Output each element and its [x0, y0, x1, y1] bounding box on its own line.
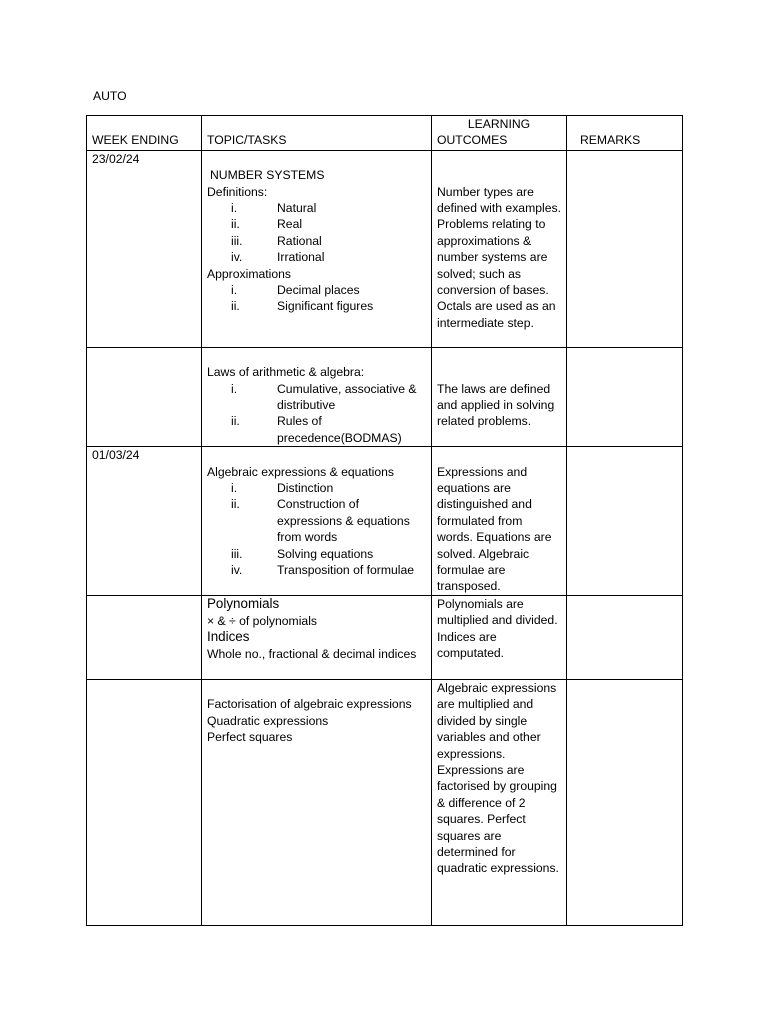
- learning-outcomes-text: Expressions and equations are distinguished and formulated from words. Equations are solved. Algebraic formulae are transposed.: [437, 464, 552, 594]
- list-text: Cumulative, associative & distributive: [277, 381, 417, 413]
- learning-outcomes-text: The laws are defined and applied in solving related problems.: [437, 381, 555, 429]
- learning-outcomes-text: Polynomials are multiplied and divided. Indices are computated.: [437, 596, 558, 661]
- week-ending-cell: [87, 679, 202, 925]
- list-text: Construction of expressions & equations from words: [277, 497, 410, 545]
- topic-cell: [202, 150, 432, 347]
- week-ending-cell: [87, 595, 202, 679]
- list-number: iv.: [231, 563, 243, 578]
- list-item: [207, 496, 426, 545]
- list-number: iv.: [231, 250, 243, 265]
- topic-text: Whole no., fractional & decimal indices: [207, 646, 417, 661]
- list-number: iii.: [231, 233, 243, 248]
- header-learning-outcomes-line1: LEARNING: [467, 117, 531, 131]
- list-text: Real: [277, 217, 303, 232]
- header-learning-outcomes-line2: OUTCOMES: [437, 133, 508, 148]
- list-text: Rational: [277, 233, 322, 248]
- list-number: ii.: [231, 497, 240, 512]
- list-item: [207, 233, 426, 249]
- topic-text: × & ÷ of polynomials: [207, 613, 317, 628]
- remarks-cell: [567, 595, 683, 679]
- topic-text: Perfect squares: [207, 730, 293, 745]
- table-row: [87, 595, 683, 679]
- header-learning-outcomes: [432, 116, 567, 151]
- topic-subheading: Approximations: [207, 266, 291, 281]
- topic-heading: Polynomials: [207, 595, 280, 611]
- list-item: [207, 298, 426, 314]
- header-topic-tasks: TOPIC/TASKS: [202, 116, 432, 151]
- learning-outcomes-cell: [432, 679, 567, 925]
- list-item: [207, 562, 426, 578]
- list-number: i.: [231, 381, 238, 396]
- learning-outcomes-text: Number types are defined with examples. Problems relating to approximations & number systems are solved; such as conversion of bases. Octals are used as an intermediate step.: [437, 184, 561, 330]
- table-row: [87, 150, 683, 347]
- remarks-cell: [567, 679, 683, 925]
- learning-outcomes-cell: [432, 595, 567, 679]
- list-item: [207, 546, 426, 562]
- learning-outcomes-cell: [432, 150, 567, 347]
- list-text: Transposition of formulae: [277, 563, 415, 578]
- topic-cell: [202, 347, 432, 446]
- topic-text: Quadratic expressions: [207, 713, 329, 728]
- list-number: ii.: [231, 414, 240, 429]
- list-item: [207, 200, 426, 216]
- list-number: i.: [231, 481, 238, 496]
- topic-subheading: Definitions:: [207, 184, 268, 199]
- week-ending-cell: [87, 347, 202, 446]
- remarks-cell: [567, 347, 683, 446]
- learning-outcomes-cell: [432, 347, 567, 446]
- topic-heading: NUMBER SYSTEMS: [210, 168, 325, 183]
- list-item: [207, 381, 426, 414]
- list-text: Rules of precedence(BODMAS): [277, 414, 402, 445]
- week-ending-cell: 23/02/24: [87, 150, 202, 347]
- list-item: [207, 282, 426, 298]
- list-text: Decimal places: [277, 283, 360, 298]
- document-title: AUTO: [93, 89, 127, 103]
- list-item: [207, 480, 426, 496]
- list-text: Significant figures: [277, 299, 374, 314]
- list-text: Natural: [277, 201, 317, 216]
- topic-cell: [202, 679, 432, 925]
- topic-heading: Algebraic expressions & equations: [207, 464, 394, 479]
- list-item: [207, 249, 426, 265]
- learning-outcomes-cell: [432, 447, 567, 596]
- topic-heading: Indices: [207, 629, 250, 645]
- list-number: iii.: [231, 546, 243, 561]
- scheme-of-work-table: [86, 115, 683, 926]
- topic-heading: Laws of arithmetic & algebra:: [207, 365, 365, 380]
- header-remarks: REMARKS: [567, 116, 683, 151]
- list-number: i.: [231, 201, 238, 216]
- list-item: [207, 216, 426, 232]
- topic-text: Factorisation of algebraic expressions: [207, 697, 412, 712]
- table-row: [87, 679, 683, 925]
- week-ending-cell: 01/03/24: [87, 447, 202, 596]
- remarks-cell: [567, 447, 683, 596]
- header-week-ending: WEEK ENDING: [87, 116, 202, 151]
- learning-outcomes-text: Algebraic expressions are multiplied and divided by single variables and other expressions. Expressions are factorised by grouping & difference of 2 squares. Perfect squares are determined for quadratic expressions.: [437, 680, 559, 876]
- list-number: ii.: [231, 217, 240, 232]
- list-text: Distinction: [277, 481, 334, 496]
- list-number: ii.: [231, 299, 240, 314]
- header-row: [87, 116, 683, 151]
- list-number: i.: [231, 283, 238, 298]
- topic-cell: [202, 595, 432, 679]
- remarks-cell: [567, 150, 683, 347]
- list-item: [207, 413, 426, 446]
- table-row: [87, 347, 683, 446]
- table-row: [87, 447, 683, 596]
- topic-cell: [202, 447, 432, 596]
- list-text: Solving equations: [277, 546, 374, 561]
- list-text: Irrational: [277, 250, 325, 265]
